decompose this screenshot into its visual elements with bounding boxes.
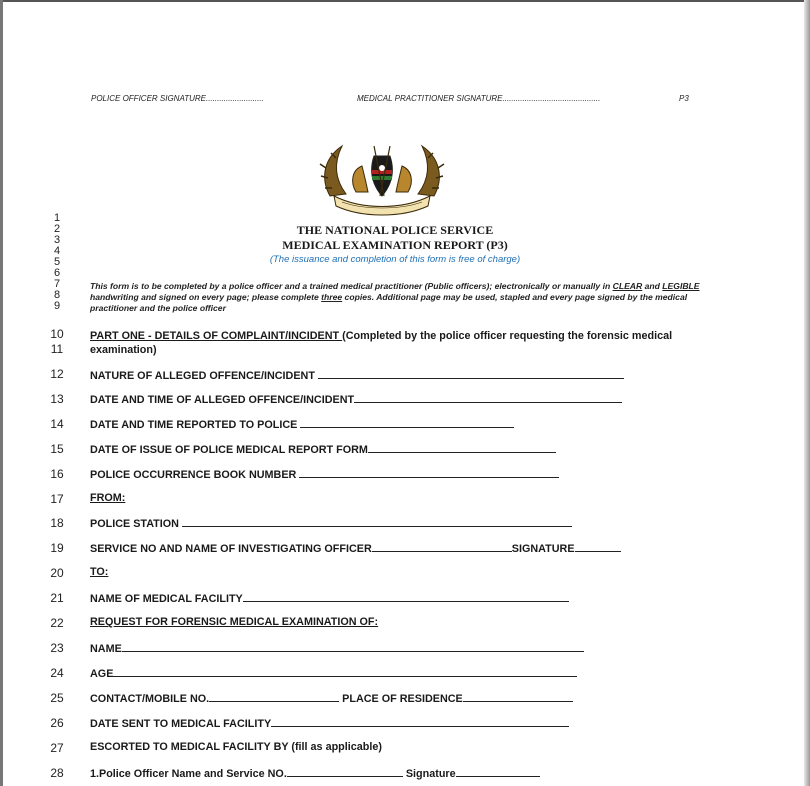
to-label: TO: [90,566,109,578]
residence-label: PLACE OF RESIDENCE [342,693,463,705]
field-occurrence-book [90,467,559,481]
field-contact [90,691,573,705]
page-edge-right [804,0,810,786]
officer-signature-label: Signature [405,768,456,780]
part-one-note: (Completed by the police officer requesting the forensic medical examination) [90,330,673,356]
medical-practitioner-signature-header: MEDICAL PRACTITIONER SIGNATURE............................................ [357,94,601,103]
line-number: 12 [50,367,64,381]
date-time-offence-input-line[interactable] [354,392,622,403]
age-input-line[interactable] [113,666,577,677]
intro-text-2: handwriting and signed on every page; please complete [90,292,322,302]
field-label: NAME OF MEDICAL FACILITY [90,593,243,605]
field-investigating-officer [90,541,621,555]
field-name [90,641,584,655]
line-number: 3 [53,234,61,246]
field-date-sent [90,716,569,730]
field-label: DATE AND TIME REPORTED TO POLICE [90,419,298,431]
field-label: POLICE OCCURRENCE BOOK NUMBER [90,469,297,481]
field-label: ESCORTED TO MEDICAL FACILITY BY (fill as applicable) [90,741,382,753]
page-edge-top [0,0,810,2]
officer-signature-input-line[interactable] [456,766,540,777]
page-edge-left [0,0,3,786]
field-label: NAME [90,643,122,655]
field-date-time-reported [90,417,514,431]
intro-three: three [321,292,343,302]
line-number: 16 [50,467,64,481]
name-input-line[interactable] [122,641,584,652]
field-label: AGE [90,668,114,680]
residence-input-line[interactable] [463,691,573,702]
date-of-issue-input-line[interactable] [368,442,556,453]
field-label: DATE AND TIME OF ALLEGED OFFENCE/INCIDENT [90,394,355,406]
line-number: 24 [50,666,64,680]
signature-input-line[interactable] [575,541,621,552]
officer-name-input-line[interactable] [287,766,403,777]
document-subtitle: MEDICAL EXAMINATION REPORT (P3) [282,238,508,252]
field-escorted [90,741,382,753]
line-number: 8 [53,289,61,301]
national-police-service-emblem [312,138,452,218]
emblem-icon [312,138,452,218]
line-number: 21 [50,591,64,605]
section-to [90,566,108,578]
field-label: CONTACT/MOBILE NO. [90,693,210,705]
line-number: 26 [50,716,64,730]
field-label: SERVICE NO AND NAME OF INVESTIGATING OFFICER [90,543,372,555]
field-date-of-issue [90,442,556,456]
section-request [90,616,378,628]
field-label: NATURE OF ALLEGED OFFENCE/INCIDENT [90,370,315,382]
document-title: THE NATIONAL POLICE SERVICE [296,223,494,237]
line-number: 20 [50,566,64,580]
medical-facility-input-line[interactable] [243,591,569,602]
field-date-time-offence [90,392,622,406]
line-number: 25 [50,691,64,705]
signature-label: SIGNATURE [511,543,575,555]
line-number: 17 [50,492,64,506]
section-from [90,492,125,504]
line-number: 27 [50,741,64,755]
intro-legible: LEGIBLE [662,281,700,291]
nature-input-line[interactable] [318,368,624,379]
intro-clear: CLEAR [612,281,643,291]
part-one-title: PART ONE - DETAILS OF COMPLAINT/INCIDENT [90,330,343,342]
field-officer-name [90,766,540,780]
contact-input-line[interactable] [209,691,339,702]
line-number: 14 [50,417,64,431]
instructions-paragraph [90,281,700,314]
field-police-station [90,516,572,530]
line-number: 19 [50,541,64,555]
police-officer-signature-header: POLICE OFFICER SIGNATURE.......................... [91,94,264,103]
intro-text: This form is to be completed by a police officer and a trained medical practitioner (Public officers); electronically or manually in [90,281,613,291]
field-label: 1.Police Officer Name and Service NO. [90,768,287,780]
line-number: 23 [50,641,64,655]
line-number: 18 [50,516,64,530]
police-station-input-line[interactable] [182,516,572,527]
line-number: 15 [50,442,64,456]
request-label: REQUEST FOR FORENSIC MEDICAL EXAMINATION OF: [90,616,379,628]
line-number: 9 [53,300,61,312]
field-age [90,666,577,680]
field-nature-of-offence [90,368,624,382]
intro-text-3: copies. Additional page may be used, stapled and every page signed by the medical practitioner and the police officer [90,292,688,313]
free-of-charge-note: (The issuance and completion of this form is free of charge) [269,254,521,265]
line-number: 13 [50,392,64,406]
investigating-officer-input-line[interactable] [372,541,512,552]
page-label: P3 [679,94,689,103]
field-label: DATE OF ISSUE OF POLICE MEDICAL REPORT FORM [90,444,368,456]
line-number: 10 [50,327,64,341]
line-number: 11 [50,342,64,356]
date-time-reported-input-line[interactable] [300,417,514,428]
from-label: FROM: [90,492,126,504]
date-sent-input-line[interactable] [271,716,569,727]
field-label: POLICE STATION [90,518,179,530]
line-number: 5 [53,256,61,268]
occurrence-book-input-line[interactable] [299,467,559,478]
part-one-heading [90,329,710,357]
line-number: 1 [53,212,61,224]
line-number: 4 [53,245,61,257]
field-medical-facility [90,591,569,605]
line-number: 28 [50,766,64,780]
line-number: 22 [50,616,64,630]
line-number: 2 [53,223,61,235]
line-number: 6 [53,267,61,279]
intro-and: and [642,281,663,291]
line-number: 7 [53,278,61,290]
field-label: DATE SENT TO MEDICAL FACILITY [90,718,272,730]
